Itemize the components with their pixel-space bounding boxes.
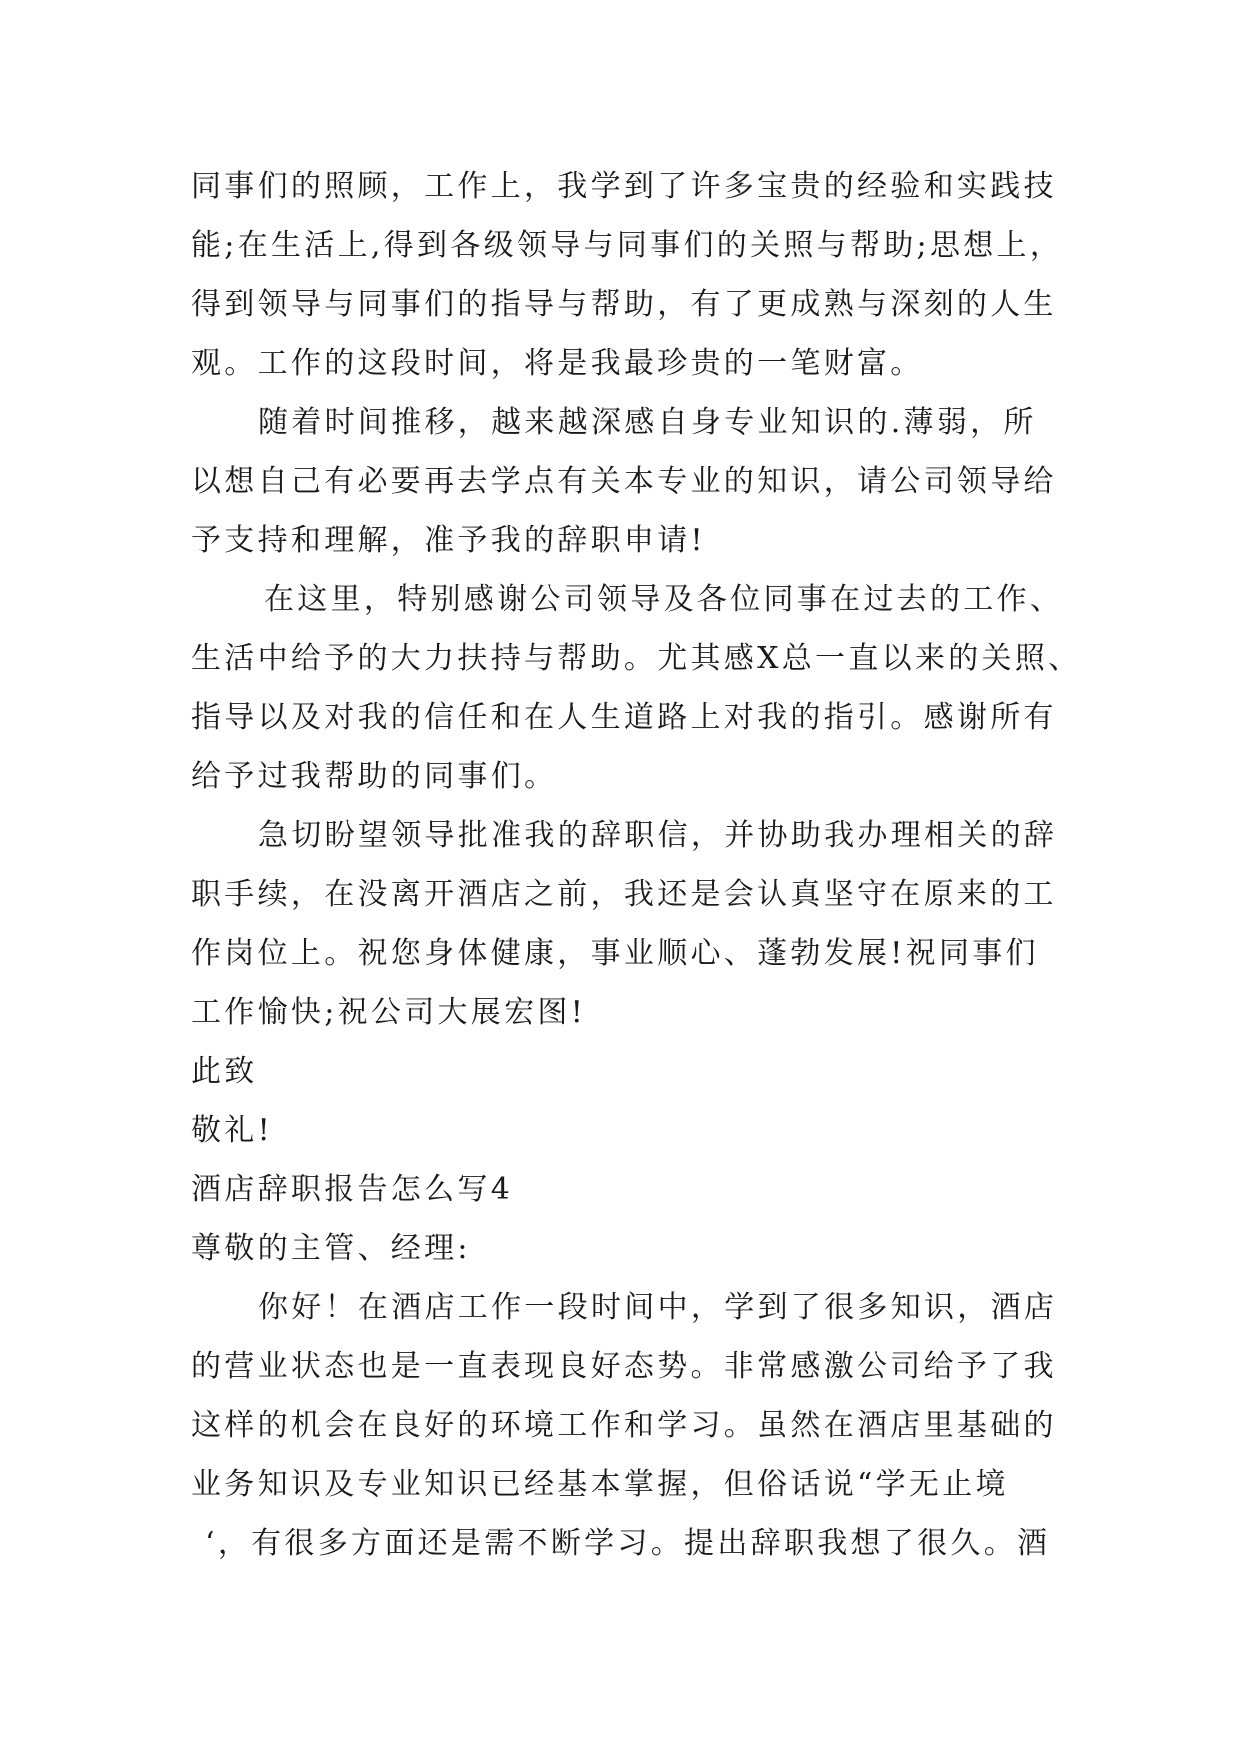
text-line: 以想自己有必要再去学点有关本专业的知识，请公司领导给 [191,464,1057,499]
text-line: 的营业状态也是一直表现良好态势。非常感激公司给予了我 [191,1349,1057,1384]
text-line: 工作愉快;祝公司大展宏图! [191,995,587,1030]
text-line: 作岗位上。祝您身体健康，事业顺心、蓬勃发展!祝同事们 [191,936,1039,971]
text-line: 业务知识及专业知识已经基本掌握，但俗话说“学无止境 [191,1467,1009,1502]
text-line: 生活中给予的大力扶持与帮助。尤其感X总一直以来的关照、 [191,641,1082,676]
text-line: 这样的机会在良好的环境工作和学习。虽然在酒店里基础的 [191,1408,1057,1443]
text-line: 指导以及对我的信任和在人生道路上对我的指引。感谢所有 [191,700,1057,735]
text-line: 职手续，在没离开酒店之前，我还是会认真坚守在原来的工 [191,877,1057,912]
greeting-line: 尊敬的主管、经理: [191,1231,471,1266]
paragraph-first-line: 急切盼望领导批准我的辞职信，并协助我办理相关的辞 [258,818,1058,853]
text-line: 同事们的照顾，工作上，我学到了许多宝贵的经验和实践技 [191,169,1057,204]
paragraph-first-line: 在这里，特别感谢公司领导及各位同事在过去的工作、 [264,582,1064,617]
text-line: 给予过我帮助的同事们。 [191,759,558,794]
paragraph-first-line: 随着时间推移，越来越深感自身专业知识的.薄弱，所 [258,405,1037,440]
text-line: ‘，有很多方面还是需不断学习。提出辞职我想了很久。酒 [205,1526,1051,1561]
text-line: 得到领导与同事们的指导与帮助，有了更成熟与深刻的人生 [191,287,1057,322]
section-heading: 酒店辞职报告怎么写4 [191,1172,514,1207]
text-line: 予支持和理解，准予我的辞职申请! [191,523,706,558]
closing-line: 此致 [191,1054,258,1089]
text-line: 能;在生活上,得到各级领导与同事们的关照与帮助;思想上， [191,228,1064,263]
paragraph-first-line: 你好！在酒店工作一段时间中，学到了很多知识，酒店 [258,1290,1058,1325]
text-line: 观。工作的这段时间，将是我最珍贵的一笔财富。 [191,346,924,381]
salutation-line: 敬礼! [191,1113,273,1148]
document-body [191,157,1091,1573]
